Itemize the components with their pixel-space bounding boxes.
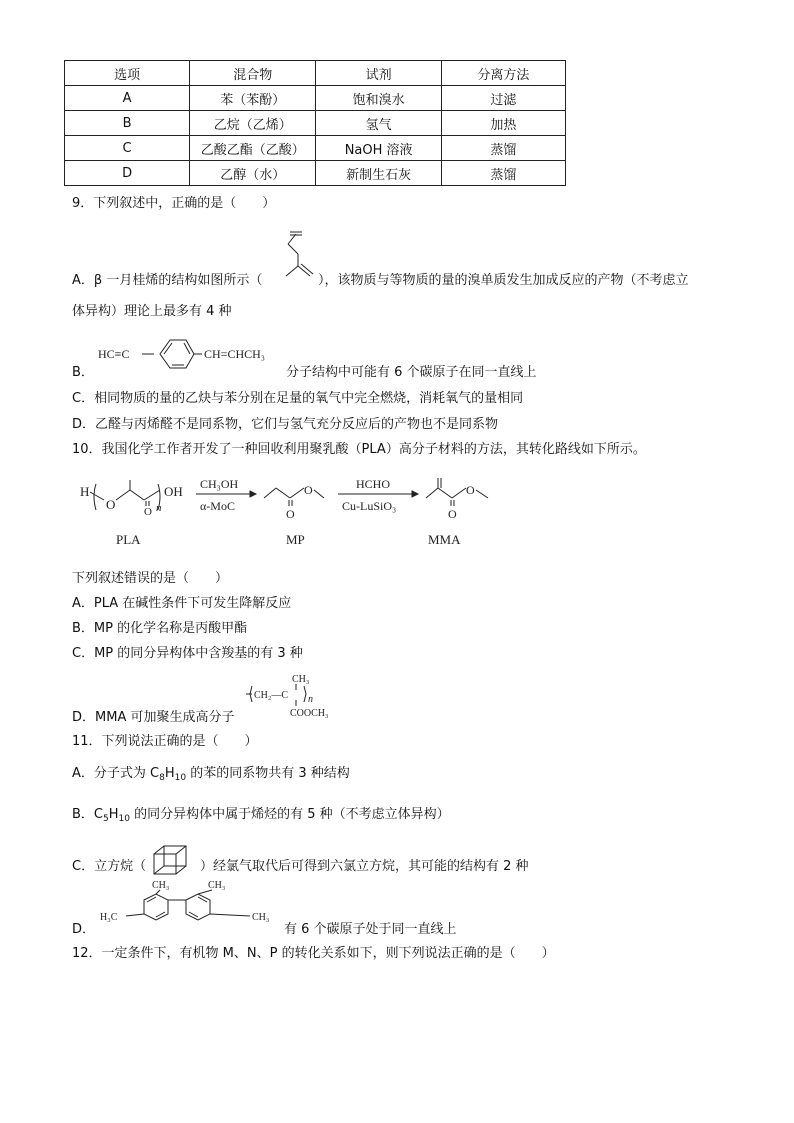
table-cell: C: [65, 136, 190, 161]
q11-option-b: [72, 806, 450, 824]
q11-a-post: 的苯的同系物共有 3 种结构: [186, 766, 350, 781]
table-cell: 蒸馏: [441, 161, 565, 186]
table-row: [65, 161, 566, 186]
pla-oh: OH: [164, 484, 183, 499]
q11-option-c-pre: C．立方烷（: [72, 859, 147, 874]
label-pla: PLA: [116, 532, 141, 547]
q10-option-a: A．PLA 在碱性条件下可发生降解反应: [72, 596, 292, 611]
table-cell: 苯（苯酚）: [190, 86, 316, 111]
table-cell: B: [65, 111, 190, 136]
q9-option-a-part1: A．β 一月桂烯的结构如图所示（: [72, 273, 263, 288]
tetramethylbiphenyl-structure: [100, 878, 282, 934]
q11-a-pre: A．分子式为 C: [72, 766, 160, 781]
table-header: 试剂: [316, 61, 441, 86]
table-cell: 乙酸乙酯（乙酸）: [190, 136, 316, 161]
q9-option-d: D．乙醛与丙烯醛不是同系物，它们与氢气充分反应后的产物也不是同系物: [72, 417, 499, 432]
h3c-left: H₃C: [100, 912, 118, 923]
pla-n: n: [156, 502, 162, 514]
mp-carbonyl-o: O: [286, 507, 295, 521]
pla-conversion-scheme: [76, 474, 506, 554]
cubane-structure: [150, 842, 194, 878]
q9-option-b-text: 分子结构中可能有 6 个碳原子在同一直线上: [286, 365, 537, 380]
q11-option-c-post: ）经氯气取代后可得到六氯立方烷，其可能的结构有 2 种: [200, 859, 529, 874]
pla-o: O: [106, 497, 116, 512]
q9-option-a-part2: ），该物质与等物质的量的溴单质发生加成反应的产物（不考虑立: [318, 273, 689, 288]
pmma-ch3: CH₃: [292, 674, 310, 685]
mma-carbonyl-o: O: [448, 507, 457, 521]
mma-o: O: [466, 483, 475, 497]
table-row: [65, 136, 566, 161]
q10-prompt: 下列叙述错误的是（ ）: [72, 571, 229, 586]
pla-carbonyl-o: O: [144, 506, 152, 518]
q11-a-sub2: 10: [174, 773, 187, 783]
myrcene-structure: [276, 228, 322, 290]
pla-h: H: [80, 484, 90, 499]
q11-b-mid: H: [108, 807, 119, 822]
table-cell: 新制生石灰: [316, 161, 441, 186]
q11-option-d-text: 有 6 个碳原子处于同一直线上: [284, 922, 457, 937]
q11-b-sub1: 5: [103, 814, 109, 824]
table-cell: D: [65, 161, 190, 186]
pmma-cooch3: COOCH₃: [290, 708, 329, 719]
table-header-row: [65, 61, 566, 86]
table-cell: 氢气: [316, 111, 441, 136]
table-cell: 加热: [441, 111, 565, 136]
q9-option-b-label: B．: [72, 365, 94, 380]
q11-stem: 11．下列说法正确的是（ ）: [72, 734, 258, 749]
q11-b-sub2: 10: [118, 814, 130, 824]
q10-option-c: C．MP 的同分异构体中含羧基的有 3 种: [72, 646, 303, 661]
q11-a-mid: H: [164, 766, 175, 781]
q10-option-b: B．MP 的化学名称是丙酸甲酯: [72, 621, 248, 636]
q11-b-post: 的同分异构体中属于烯烃的有 5 种（不考虑立体异构）: [129, 807, 450, 822]
structure-left-group: HC≡C: [98, 347, 130, 361]
reagent2-top: HCHO: [356, 477, 391, 491]
phenyl-alkyne-structure: [98, 336, 288, 374]
table-cell: 蒸馏: [441, 136, 565, 161]
q9-stem: 9．下列叙述中，正确的是（ ）: [72, 196, 276, 211]
table-header: 选项: [65, 61, 190, 86]
q10-option-d: D．MMA 可加聚生成高分子: [72, 710, 235, 725]
label-mma: MMA: [428, 532, 461, 547]
q10-stem: 10．我国化学工作者开发了一种回收利用聚乳酸（PLA）高分子材料的方法，其转化路线如下所示。: [72, 442, 646, 457]
reagent2-bottom: Cu-LuSiO₃: [342, 499, 397, 513]
pmma-structure: [244, 672, 356, 720]
ch3-right: CH₃: [252, 912, 270, 923]
q11-option-a: [72, 765, 350, 783]
pmma-chain: CH₂—C: [254, 690, 289, 701]
q9-option-a-part3: 体异构）理论上最多有 4 种: [72, 304, 232, 319]
label-mp: MP: [286, 532, 305, 547]
structure-right-group: CH=CHCH₃: [204, 347, 265, 361]
reagent1-top: CH₃OH: [200, 477, 239, 491]
table-cell: NaOH 溶液: [316, 136, 441, 161]
table-cell: 乙醇（水）: [190, 161, 316, 186]
table-row: [65, 111, 566, 136]
mp-o: O: [304, 483, 313, 497]
table-cell: 乙烷（乙烯）: [190, 111, 316, 136]
q11-a-sub1: 8: [159, 773, 165, 783]
table-cell: 饱和溴水: [316, 86, 441, 111]
pmma-n: n: [308, 694, 313, 705]
separation-table: [64, 60, 566, 186]
q12-stem: 12．一定条件下，有机物 M、N、P 的转化关系如下，则下列说法正确的是（ ）: [72, 946, 555, 961]
ch3-right-top: CH₃: [208, 880, 226, 891]
ch3-left-top: CH₃: [152, 880, 170, 891]
q11-option-d-label: D．: [72, 922, 96, 937]
table-cell: A: [65, 86, 190, 111]
table-header: 分离方法: [441, 61, 565, 86]
table-cell: 过滤: [441, 86, 565, 111]
q11-b-pre: B．C: [72, 807, 103, 822]
reagent1-bottom: α-MoC: [200, 499, 235, 513]
q9-option-c: C．相同物质的量的乙炔与苯分别在足量的氧气中完全燃烧，消耗氧气的量相同: [72, 391, 524, 406]
table-row: [65, 86, 566, 111]
table-header: 混合物: [190, 61, 316, 86]
